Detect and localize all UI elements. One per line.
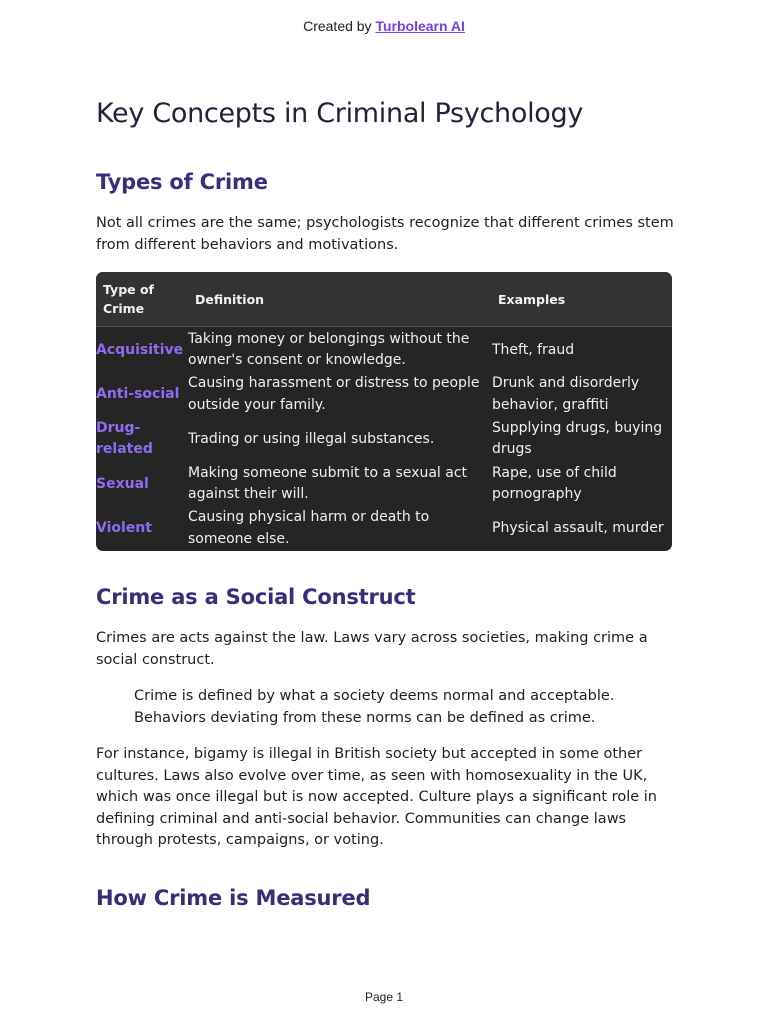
cell-crime-type: Sexual <box>96 475 149 492</box>
table-row <box>96 462 672 507</box>
heading-social-construct: Crime as a Social Construct <box>96 585 416 609</box>
types-intro-paragraph: Not all crimes are the same; psychologists recognize that different crimes stem from different behaviors and motivations. <box>96 215 674 253</box>
heading-types-of-crime: Types of Crime <box>96 170 268 194</box>
header-credit <box>0 18 768 34</box>
social-bullet-list <box>134 686 694 729</box>
table-row <box>96 417 672 462</box>
social-intro-paragraph: Crimes are acts against the law. Laws vary across societies, making crime a social construct. <box>96 630 648 668</box>
cell-definition: Causing physical harm or death to someone else. <box>188 509 430 547</box>
table-row <box>96 373 672 418</box>
turbolearn-link[interactable]: Turbolearn AI <box>375 18 465 34</box>
cell-definition: Making someone submit to a sexual act against their will. <box>188 464 468 503</box>
header-definition: Definition <box>195 292 265 307</box>
header-type-of-crime: Type of Crime <box>103 282 154 316</box>
cell-crime-type: Drug-related <box>96 420 153 458</box>
cell-crime-type: Violent <box>96 520 152 537</box>
table-row <box>96 328 672 373</box>
cell-examples: Supplying drugs, buying drugs <box>492 419 663 458</box>
list-item: Crime is defined by what a society deems normal and acceptable. <box>134 688 615 704</box>
cell-definition: Taking money or belongings without the owner's consent or knowledge. <box>188 330 470 369</box>
page-number: Page 1 <box>364 990 404 1004</box>
heading-how-crime-measured: How Crime is Measured <box>96 886 371 910</box>
table-header-row <box>96 272 672 327</box>
cell-examples: Theft, fraud <box>492 341 575 358</box>
cell-examples: Rape, use of child pornography <box>492 464 617 503</box>
created-by-label: Created by <box>303 18 372 34</box>
cell-crime-type: Acquisitive <box>96 341 184 358</box>
cell-examples: Physical assault, murder <box>492 519 664 536</box>
crime-types-table <box>96 272 672 551</box>
cell-definition: Causing harassment or distress to people outside your family. <box>188 375 480 413</box>
page-title: Key Concepts in Criminal Psychology <box>96 98 584 129</box>
header-examples: Examples <box>498 292 566 307</box>
social-body-paragraph: For instance, bigamy is illegal in British society but accepted in some other cultures. Laws also evolve over time, as seen with homosexuality in the UK, which was once illegal but is now accepted. Culture plays a significant role in defining criminal and anti-social behavior. Communities can change laws through protests, campaigns, or voting. <box>96 746 657 848</box>
table-row <box>96 506 672 551</box>
cell-definition: Trading or using illegal substances. <box>188 430 435 447</box>
list-item: Behaviors deviating from these norms can be defined as crime. <box>134 709 596 726</box>
cell-crime-type: Anti-social <box>96 386 180 403</box>
cell-examples: Drunk and disorderly behavior, graffiti <box>492 375 640 413</box>
